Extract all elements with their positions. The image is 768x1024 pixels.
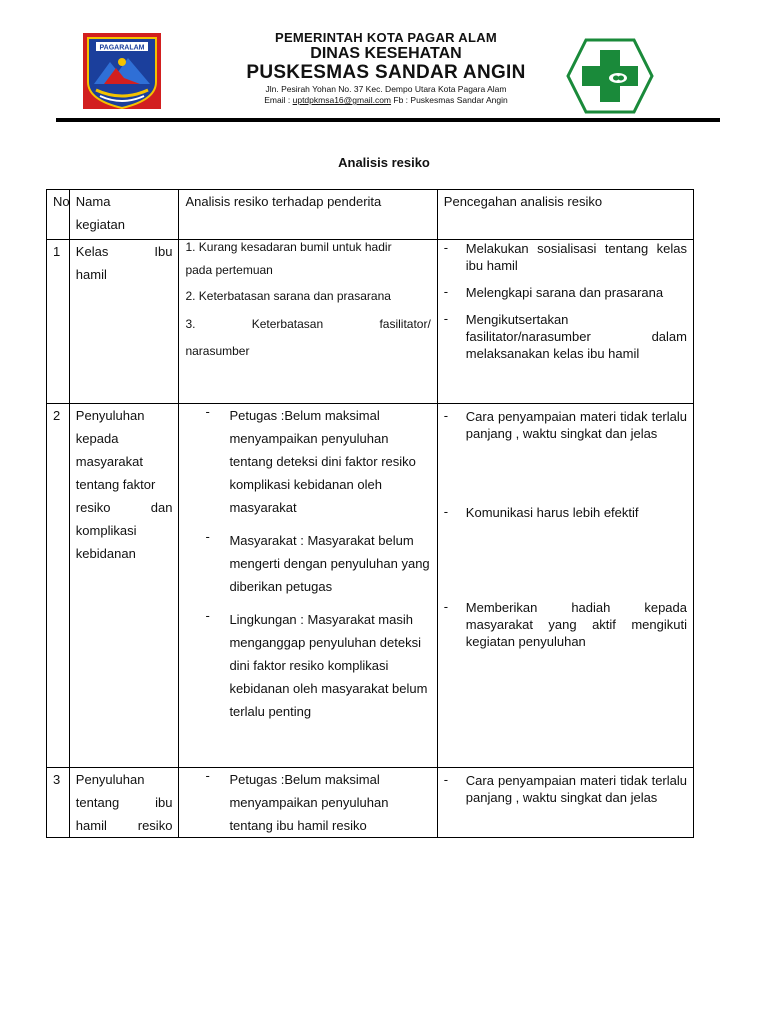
row-analisis	[179, 768, 437, 838]
table-row	[47, 768, 694, 838]
letterhead-puskesmas: PUSKESMAS SANDAR ANGIN	[246, 62, 526, 83]
list-item: - Mengikutsertakan fasilitator/narasumber dalam melaksanakan kelas ibu hamil	[443, 311, 687, 361]
row-no: 1	[47, 240, 70, 404]
letterhead-government: PEMERINTAH KOTA PAGAR ALAM	[274, 30, 498, 45]
row-nama: Penyuluhan tentang ibu hamil resiko	[69, 768, 179, 838]
document-title: Analisis resiko	[338, 155, 430, 170]
list-item: - Cara penyampaian materi tidak terlalu panjang , waktu singkat dan jelas	[443, 772, 687, 805]
risk-analysis-table	[46, 189, 694, 838]
email-label: Email :	[264, 95, 291, 105]
header-analisis: Analisis resiko terhadap penderita	[179, 190, 437, 240]
letterhead-department: DINAS KESEHATAN	[310, 45, 462, 62]
list-item: - Petugas :Belum maksimal menyampaikan penyuluhan tentang deteksi dini faktor resiko komplikasi kebidanan oleh masyarakat	[205, 404, 416, 515]
letterhead	[200, 30, 572, 106]
row-analisis: 1. Kurang kesadaran bumil untuk hadir pada pertemuan 2. Keterbatasan sarana dan prasarana 3. Keterbatasan fasilitator/ narasumber	[179, 240, 437, 404]
email-link[interactable]: uptdpkmsa16@gmail.com	[292, 95, 392, 105]
header-nama-kegiatan: Nama kegiatan	[69, 190, 179, 240]
list-item: - Melengkapi sarana dan prasarana	[443, 284, 664, 300]
row-no: 3	[47, 768, 70, 838]
table-row	[47, 240, 694, 404]
table-header-row	[47, 190, 694, 240]
list-item: - Masyarakat : Masyarakat belum mengerti dengan penyuluhan yang diberikan petugas	[205, 529, 430, 594]
list-item: - Memberikan hadiah kepada masyarakat yang aktif mengikuti kegiatan penyuluhan	[443, 599, 687, 649]
pagaralam-emblem-logo	[82, 32, 162, 110]
list-item: - Melakukan sosialisasi tentang kelas ibu hamil	[443, 240, 687, 273]
letterhead-contact	[200, 95, 572, 106]
list-item: - Petugas :Belum maksimal menyampaikan penyuluhan tentang ibu hamil resiko	[205, 768, 389, 833]
puskesmas-logo	[566, 38, 654, 114]
row-nama: Penyuluhan kepada masyarakat tentang faktor resiko dan komplikasi kebidanan	[69, 404, 179, 768]
facebook-text: Fb : Puskesmas Sandar Angin	[393, 95, 508, 105]
list-item: - Komunikasi harus lebih efektif	[443, 504, 639, 520]
header-pencegahan: Pencegahan analisis resiko	[437, 190, 693, 240]
row-pencegahan	[437, 404, 693, 768]
list-item: - Cara penyampaian materi tidak terlalu panjang , waktu singkat dan jelas	[443, 408, 687, 441]
row-pencegahan	[437, 768, 693, 838]
list-item: - Lingkungan : Masyarakat masih menganggap penyuluhan deteksi dini faktor resiko komplikasi kebidanan oleh masyarakat belum terlalu penting	[205, 608, 428, 719]
row-no: 2	[47, 404, 70, 768]
row-analisis	[179, 404, 437, 768]
row-pencegahan	[437, 240, 693, 404]
letterhead-address: Jln. Pesirah Yohan No. 37 Kec. Dempo Utara Kota Pagara Alam	[265, 84, 507, 94]
table-row	[47, 404, 694, 768]
header-no: No	[47, 190, 70, 240]
svg-text:PAGARALAM: PAGARALAM	[99, 44, 145, 52]
row-nama: Kelas Ibu hamil	[69, 240, 179, 404]
header-divider	[56, 118, 720, 122]
